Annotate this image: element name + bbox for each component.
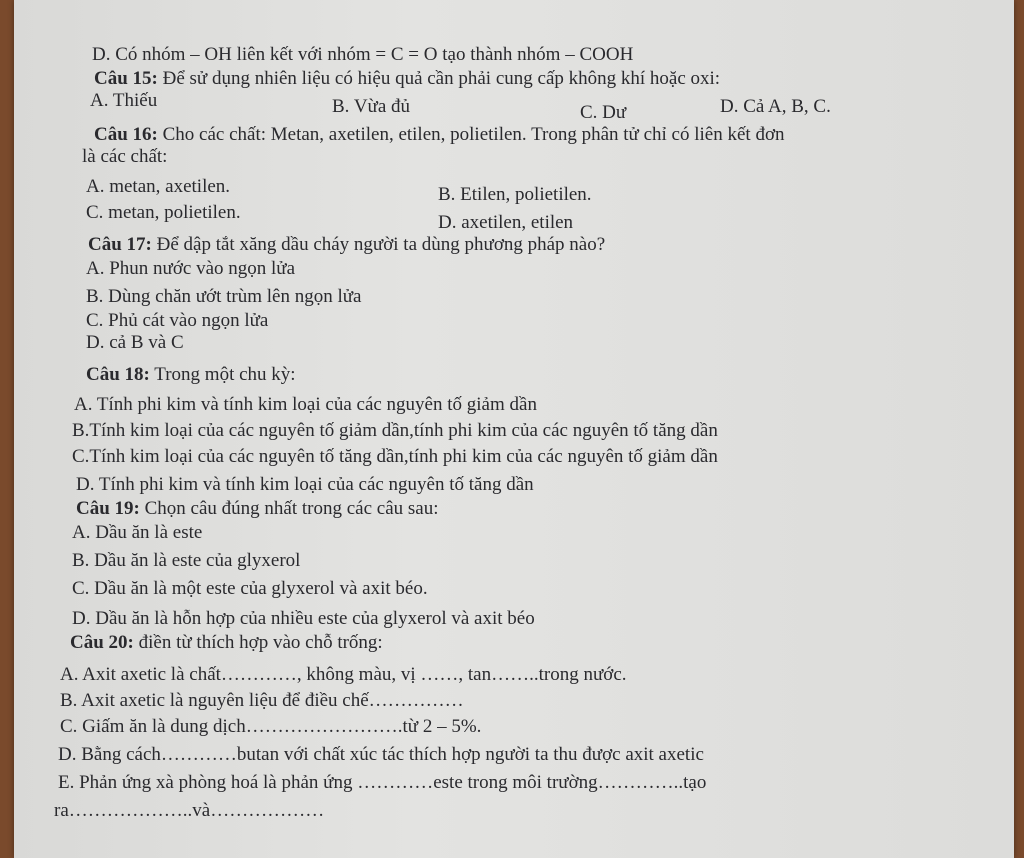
exam-paper: [14, 0, 1014, 858]
q16-stem: [94, 124, 785, 146]
q18-text: Trong một chu kỳ:: [149, 364, 296, 385]
q18-option-b: B.Tính kim loại của các nguyên tố giảm dần,tính phi kim của các nguyên tố tăng dần: [72, 420, 718, 441]
q17-option-b: B. Dùng chăn ướt trùm lên ngọn lửa: [86, 286, 362, 307]
q19-label: Câu 19:: [76, 498, 140, 519]
q16-option-c: C. metan, polietilen.: [86, 202, 241, 223]
q18-stem: [86, 364, 296, 386]
q15-option-a: A. Thiếu: [90, 90, 158, 111]
q18-option-c: C.Tính kim loại của các nguyên tố tăng dần,tính phi kim của các nguyên tố giảm dần: [72, 446, 718, 467]
q20-item-e: E. Phản ứng xà phòng hoá là phản ứng …………este trong môi trường…………..tạo: [58, 772, 707, 793]
q19-option-a: A. Dầu ăn là este: [72, 522, 203, 543]
q18-option-d: D. Tính phi kim và tính kim loại của các nguyên tố tăng dần: [76, 474, 534, 495]
q16-option-a: A. metan, axetilen.: [86, 176, 231, 197]
q16-label: Câu 16:: [94, 124, 158, 145]
q15-text: Để sử dụng nhiên liệu có hiệu quả cần phải cung cấp không khí hoặc oxi:: [157, 68, 721, 89]
q20-text: điền từ thích hợp vào chỗ trống:: [133, 632, 383, 653]
q20-item-b: B. Axit axetic là nguyên liệu để điều chế……………: [60, 690, 464, 711]
q20-item-a: A. Axit axetic là chất…………, không màu, vị ……, tan……..trong nước.: [60, 664, 627, 685]
q20-label: Câu 20:: [70, 632, 134, 653]
q17-option-d: D. cả B và C: [86, 332, 184, 353]
q19-text: Chọn câu đúng nhất trong các câu sau:: [139, 498, 439, 519]
q16-option-d: D. axetilen, etilen: [438, 212, 574, 233]
q18-label: Câu 18:: [86, 364, 150, 385]
q17-stem: [88, 234, 605, 256]
q14-option-d: D. Có nhóm – OH liên kết với nhóm = C = O tạo thành nhóm – COOH: [92, 44, 634, 65]
q16-option-b: B. Etilen, polietilen.: [438, 184, 592, 205]
q17-text: Để dập tắt xăng dầu cháy người ta dùng phương pháp nào?: [151, 234, 606, 255]
q19-option-d: D. Dầu ăn là hỗn hợp của nhiều este của glyxerol và axit béo: [72, 608, 535, 629]
q15-stem: [94, 68, 720, 90]
q15-option-d: D. Cả A, B, C.: [720, 96, 831, 117]
q15-label: Câu 15:: [94, 68, 158, 89]
q17-option-c: C. Phủ cát vào ngọn lửa: [86, 310, 269, 331]
q19-option-c: C. Dầu ăn là một este của glyxerol và axit béo.: [72, 578, 428, 599]
q17-label: Câu 17:: [88, 234, 152, 255]
q15-option-b: B. Vừa đủ: [332, 96, 411, 117]
q18-option-a: A. Tính phi kim và tính kim loại của các nguyên tố giảm dần: [74, 394, 537, 415]
q17-option-a: A. Phun nước vào ngọn lửa: [86, 258, 296, 279]
q20-item-d: D. Bằng cách…………butan với chất xúc tác thích hợp người ta thu được axit axetic: [58, 744, 704, 765]
q16-text-line1: Cho các chất: Metan, axetilen, etilen, polietilen. Trong phân tử chỉ có liên kết đơn: [157, 124, 785, 145]
q20-item-e-continued: ra………………..và………………: [54, 800, 325, 821]
q20-item-c: C. Giấm ăn là dung dịch…………………….từ 2 – 5%.: [60, 716, 482, 737]
q20-stem: [70, 632, 383, 654]
q19-option-b: B. Dầu ăn là este của glyxerol: [72, 550, 301, 571]
q15-option-c: C. Dư: [580, 102, 627, 123]
q19-stem: [76, 498, 439, 520]
q16-text-line2: là các chất:: [82, 146, 168, 167]
